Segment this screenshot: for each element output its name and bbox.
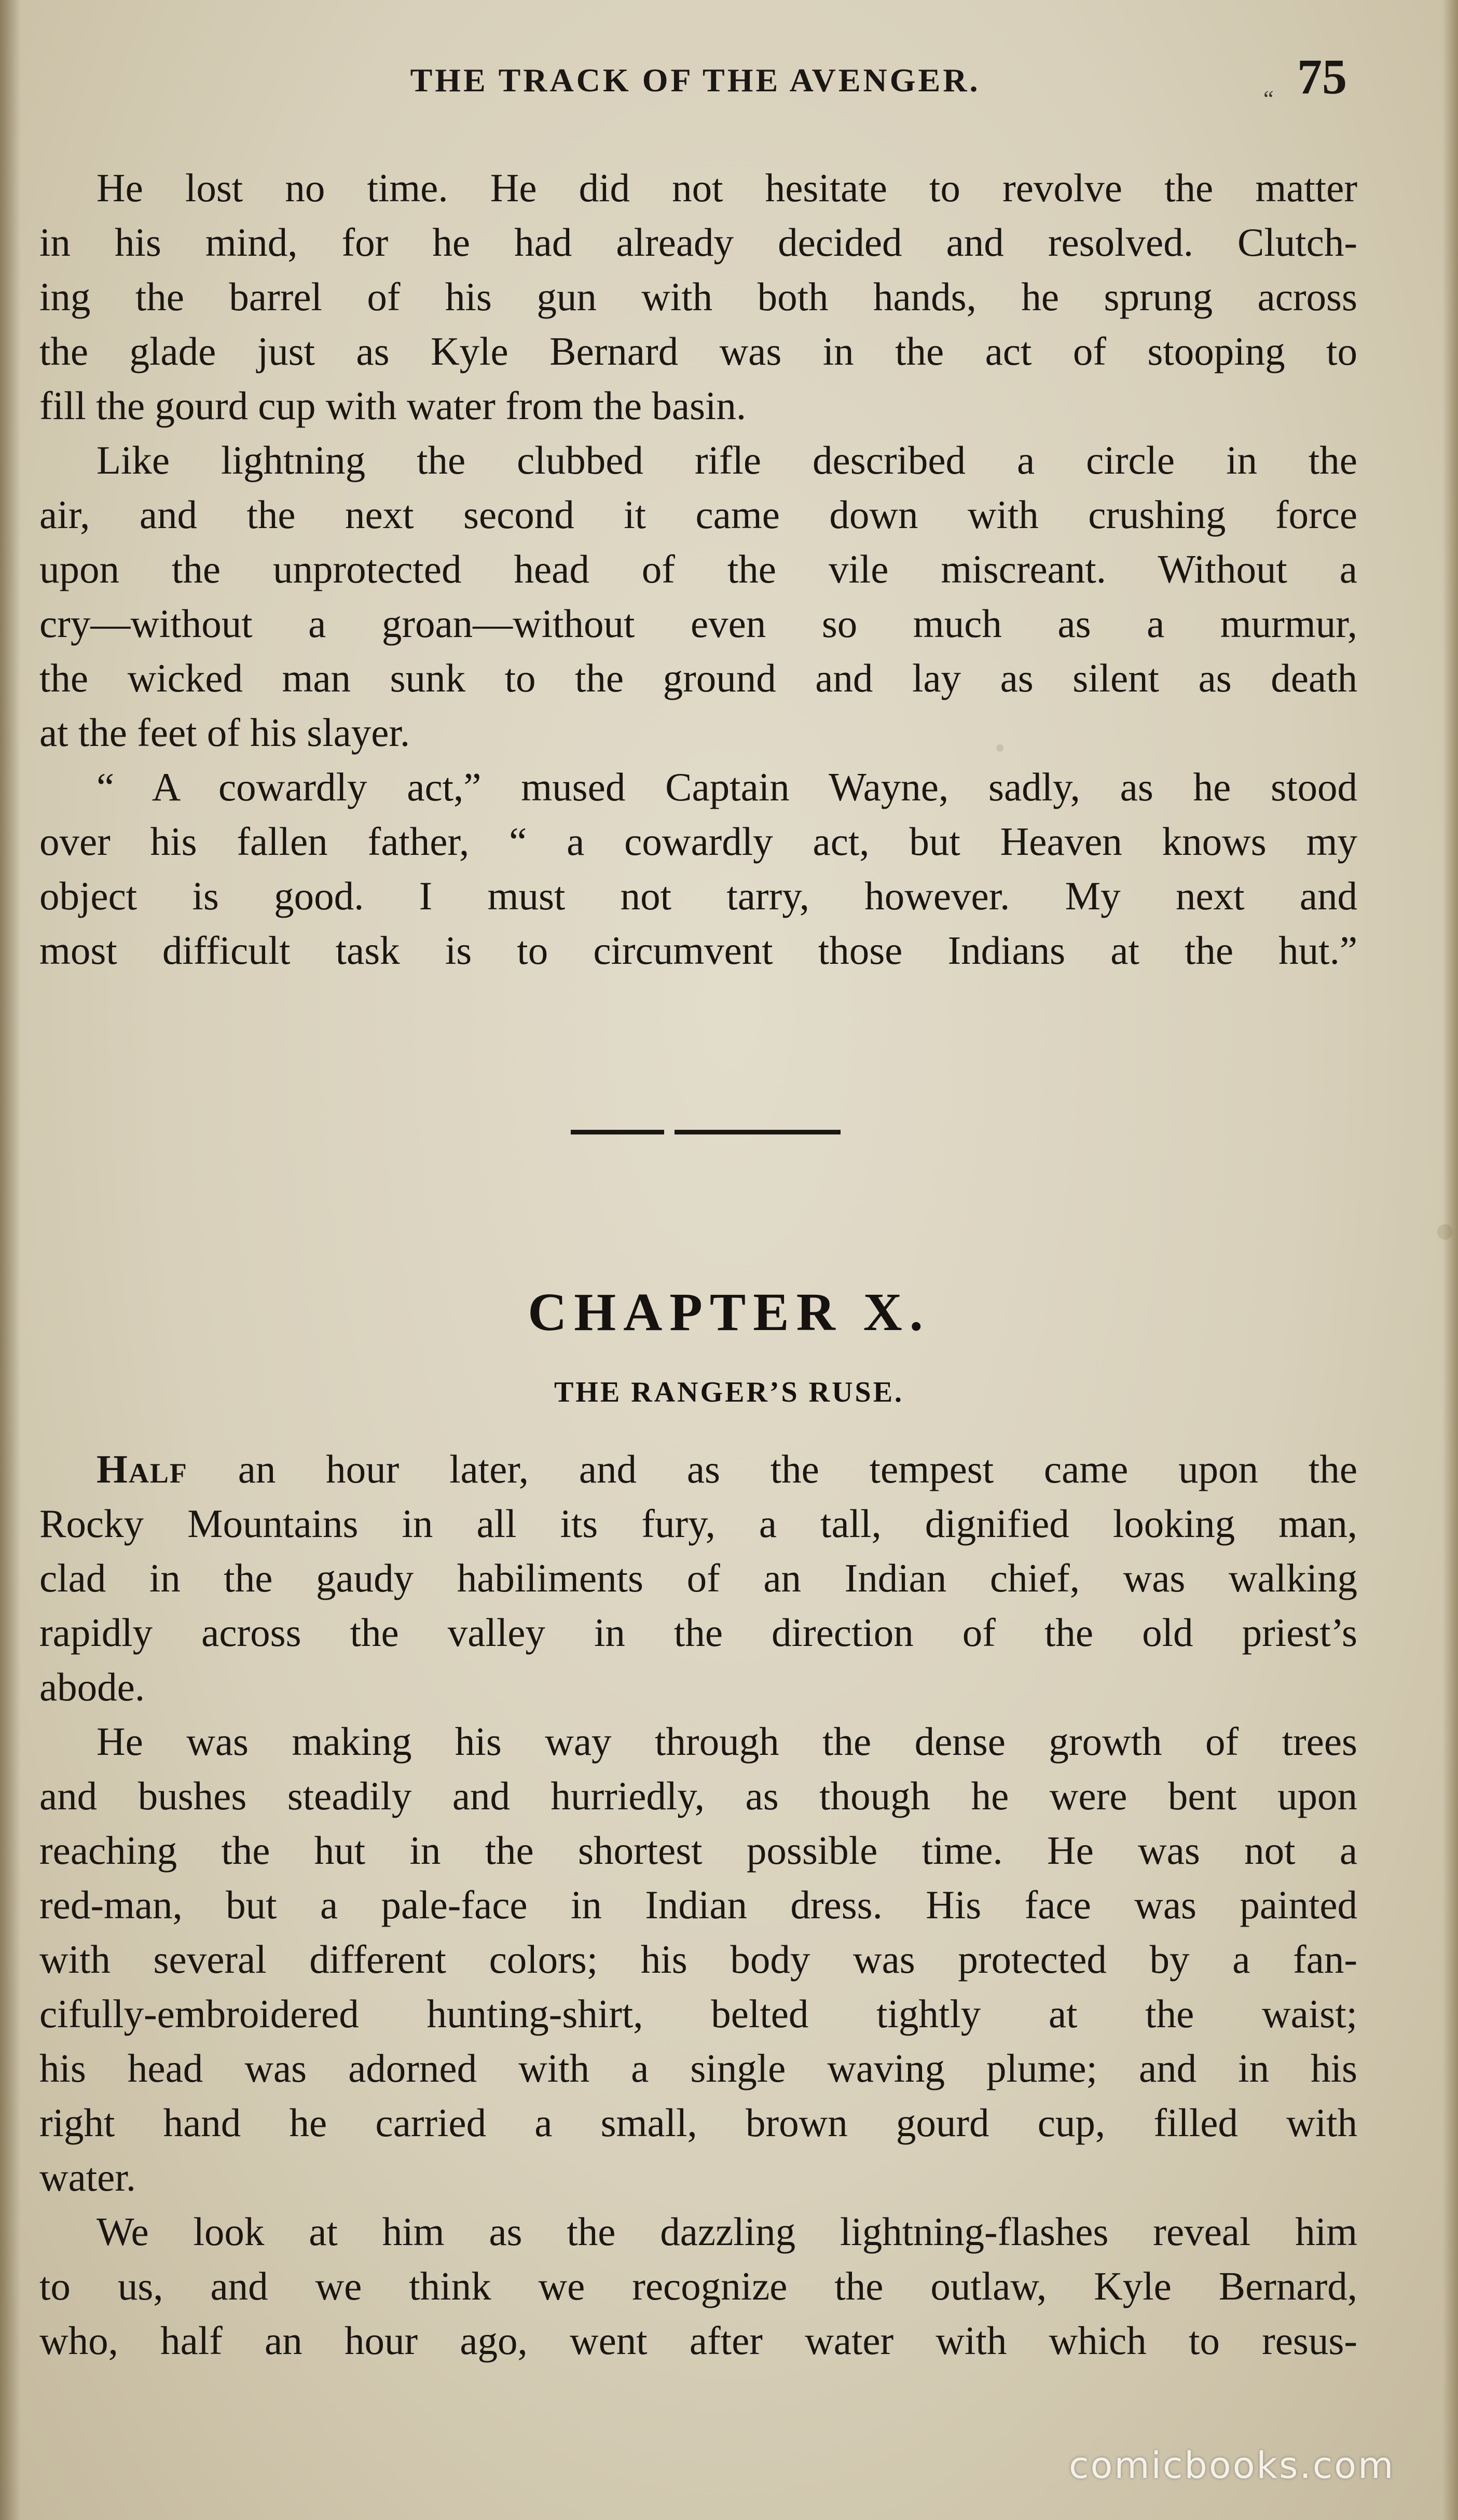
text-line: cry—without a groan—without even so much as a murmur,	[39, 601, 1357, 646]
site-watermark: comicbooks.com	[1069, 2444, 1395, 2487]
text-line: right hand he carried a small, brown gourd cup, filled with	[39, 2100, 1357, 2145]
paper-stain	[1437, 1224, 1453, 1240]
body-text-section-two	[39, 1442, 1357, 2368]
page-edge-left	[0, 0, 21, 2520]
chapter-divider-rule	[571, 1130, 664, 1134]
chapter-subtitle: THE RANGER’S RUSE.	[554, 1376, 904, 1408]
printer-mark: “	[1263, 86, 1274, 112]
text-line: water.	[39, 2155, 136, 2199]
text-line: ing the barrel of his gun with both hands, he sprung across	[39, 274, 1357, 319]
text-line: cifully-embroidered hunting-shirt, belted tightly at the waist;	[39, 1991, 1357, 2036]
text-line: over his fallen father, “ a cowardly act, but Heaven knows my	[39, 819, 1357, 864]
text-line: “ A cowardly act,” mused Captain Wayne, sadly, as he stood	[97, 765, 1357, 809]
text-line: the wicked man sunk to the ground and lay as silent as death	[39, 656, 1357, 700]
text-line: with several different colors; his body was protected by a fan-	[39, 1937, 1357, 1982]
running-head: THE TRACK OF THE AVENGER.	[410, 62, 981, 99]
text-line: red-man, but a pale-face in Indian dress. His face was painted	[39, 1882, 1357, 1927]
text-line-opening	[39, 1442, 1357, 1497]
text-line: clad in the gaudy habiliments of an Indian chief, was walking	[39, 1556, 1357, 1600]
text-line: reaching the hut in the shortest possible time. He was not a	[39, 1828, 1357, 1873]
page-edge-right	[1442, 0, 1458, 2520]
text-line: the glade just as Kyle Bernard was in the act of stooping to	[39, 329, 1357, 373]
text-line: He was making his way through the dense growth of trees	[97, 1719, 1357, 1764]
text-line: He lost no time. He did not hesitate to revolve the matter	[97, 165, 1357, 210]
text-line: air, and the next second it came down with crushing force	[39, 492, 1357, 537]
text-line: who, half an hour ago, went after water with which to resus-	[39, 2318, 1357, 2363]
text-line: abode.	[39, 1665, 145, 1709]
opening-word: Half	[97, 1447, 188, 1491]
text-line: and bushes steadily and hurriedly, as though he were bent upon	[39, 1774, 1357, 1818]
text-line: rapidly across the valley in the direction of the old priest’s	[39, 1610, 1357, 1655]
text-line: fill the gourd cup with water from the basin.	[39, 383, 747, 428]
text-line: We look at him as the dazzling lightning-flashes reveal him	[97, 2209, 1357, 2254]
text-line: in his mind, for he had already decided and resolved. Clutch-	[39, 220, 1357, 265]
text-line: to us, and we think we recognize the outlaw, Kyle Bernard,	[39, 2264, 1357, 2308]
text-line: object is good. I must not tarry, however. My next and	[39, 874, 1357, 918]
text-line: his head was adorned with a single waving plume; and in his	[39, 2046, 1357, 2090]
body-text-section-one	[39, 161, 1357, 978]
opening-line-text: an hour later, and as the tempest came upon the	[187, 1447, 1357, 1491]
page-number: 75	[1297, 49, 1347, 104]
text-line: Rocky Mountains in all its fury, a tall, dignified looking man,	[39, 1501, 1357, 1546]
text-line: upon the unprotected head of the vile miscreant. Without a	[39, 547, 1357, 591]
text-line: at the feet of his slayer.	[39, 710, 410, 755]
text-line: Like lightning the clubbed rifle described a circle in the	[97, 438, 1357, 482]
text-line: most difficult task is to circumvent those Indians at the hut.”	[39, 928, 1357, 973]
chapter-divider-rule	[675, 1130, 841, 1134]
chapter-title: CHAPTER X.	[528, 1282, 930, 1342]
